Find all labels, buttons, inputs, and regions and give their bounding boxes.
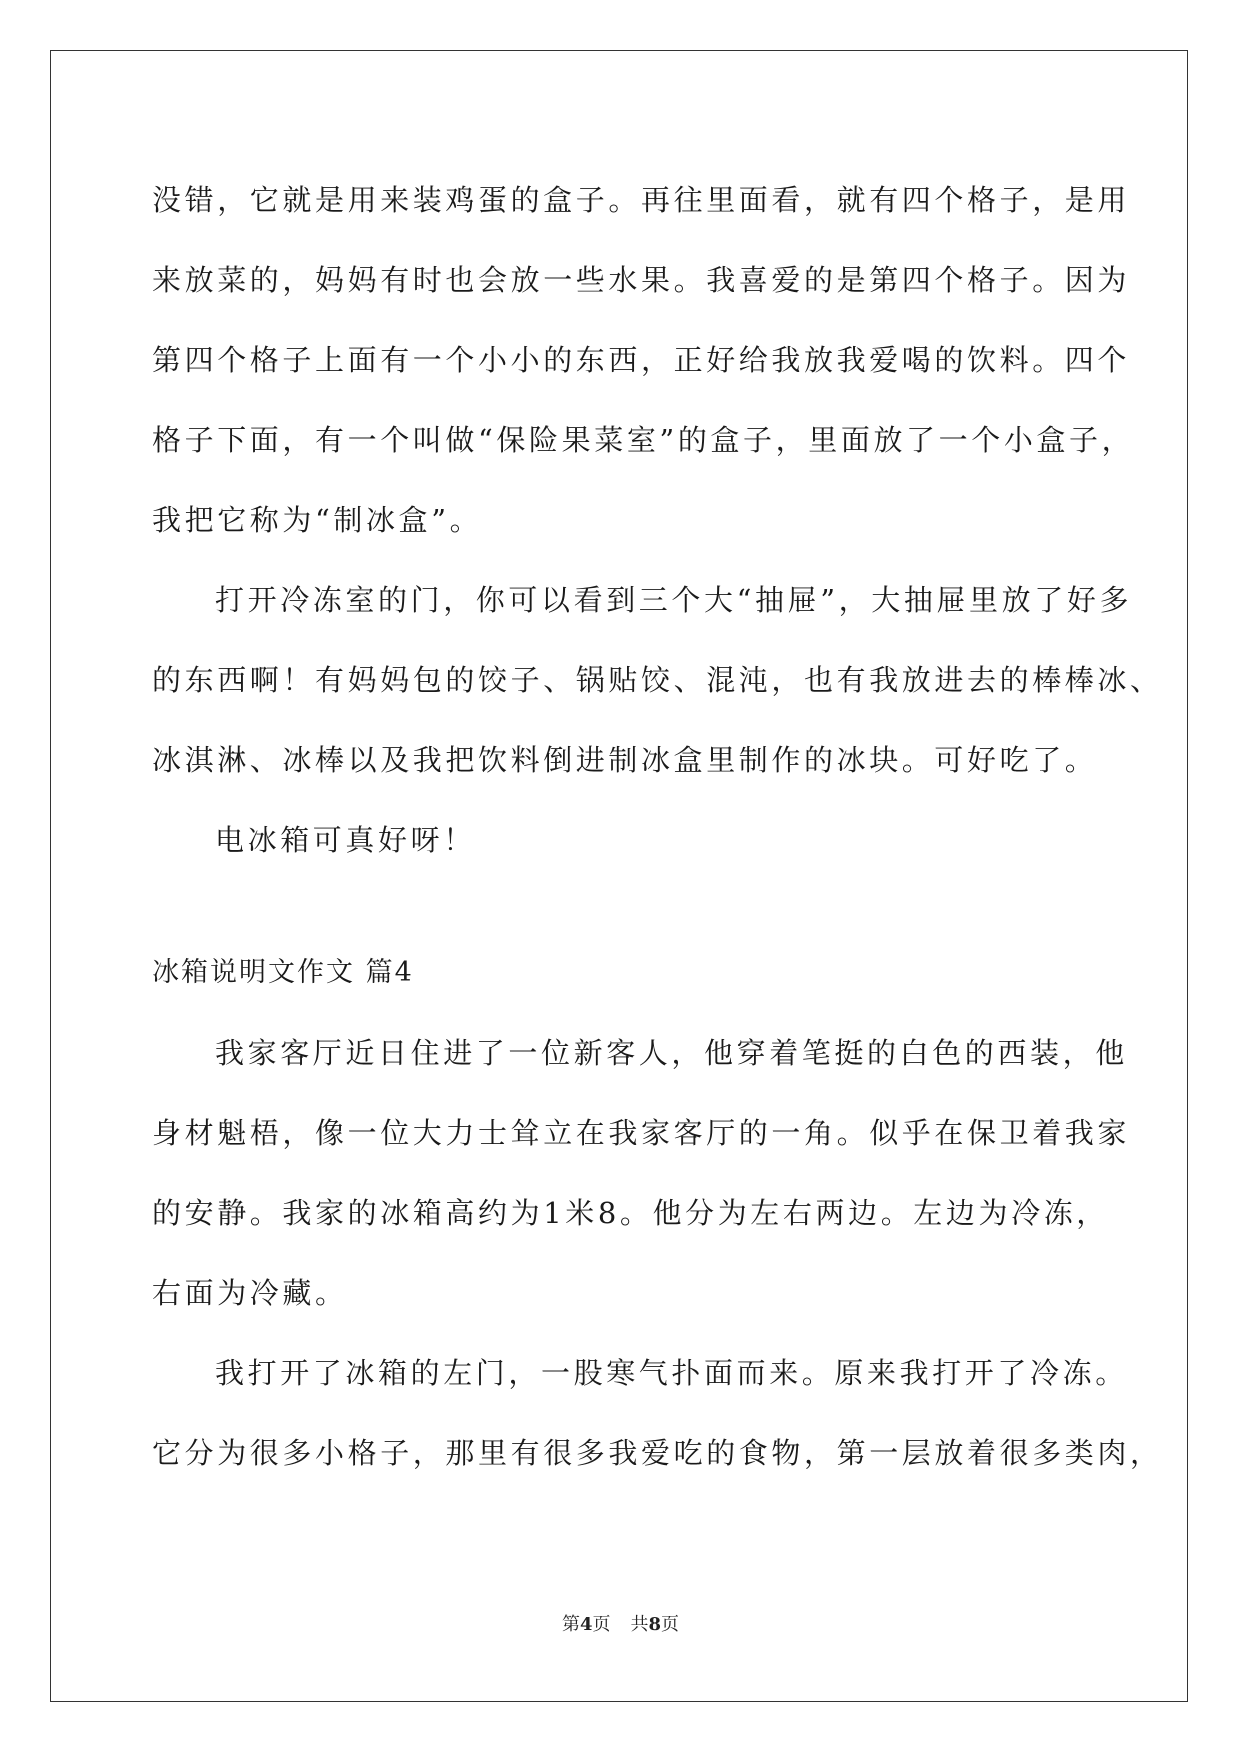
paragraph [152, 560, 1163, 800]
paragraph [152, 1333, 1163, 1493]
section-heading: 冰箱说明文作文 篇4 [152, 957, 414, 988]
page-label: 页 [592, 1614, 611, 1635]
text-line: 冰淇淋、冰棒以及我把饮料倒进制冰盒里制作的冰块。可好吃了。 [152, 743, 1098, 777]
text-line: 格子下面，有一个叫做“保险果菜室”的盒子，里面放了一个小盒子， [152, 423, 1135, 457]
text-line: 它分为很多小格子，那里有很多我爱吃的食物，第一层放着很多类肉， [152, 1436, 1163, 1470]
text-line: 我家客厅近日住进了一位新客人，他穿着笔挺的白色的西装，他 [215, 1036, 1128, 1070]
current-page-number: 4 [579, 1614, 593, 1635]
text-line: 我打开了冰箱的左门，一股寒气扑面而来。原来我打开了冷冻。 [215, 1356, 1128, 1390]
text-line: 我把它称为“制冰盒”。 [152, 503, 483, 537]
section-spacer [152, 880, 1097, 933]
text-line: 没错，它就是用来装鸡蛋的盒子。再往里面看，就有四个格子，是用 [152, 183, 1131, 217]
total-prefix: 共 [630, 1614, 649, 1635]
text-line: 第四个格子上面有一个小小的东西，正好给我放我爱喝的饮料。四个 [152, 343, 1131, 377]
page-prefix: 第 [561, 1614, 580, 1635]
total-suffix: 页 [661, 1614, 680, 1635]
text-line: 打开冷冻室的门，你可以看到三个大“抽屉”，大抽屉里放了好多 [215, 583, 1133, 617]
text-line: 电冰箱可真好呀！ [215, 823, 476, 857]
text-line: 身材魁梧，像一位大力士耸立在我家客厅的一角。似乎在保卫着我家 [152, 1116, 1131, 1150]
text-line: 右面为冷藏。 [152, 1276, 348, 1310]
text-line: 的安静。我家的冰箱高约为1米8。他分为左右两边。左边为冷冻， [152, 1196, 1109, 1230]
total-page-number: 8 [648, 1614, 662, 1635]
paragraph [152, 1013, 1131, 1333]
page-number-footer [0, 1610, 1241, 1636]
text-line: 的东西啊！有妈妈包的饺子、锅贴饺、混沌，也有我放进去的棒棒冰、 [152, 663, 1163, 697]
paragraph [152, 800, 1097, 880]
paragraph [152, 160, 1135, 560]
text-line: 来放菜的，妈妈有时也会放一些水果。我喜爱的是第四个格子。因为 [152, 263, 1131, 297]
document-body [152, 160, 1163, 1493]
